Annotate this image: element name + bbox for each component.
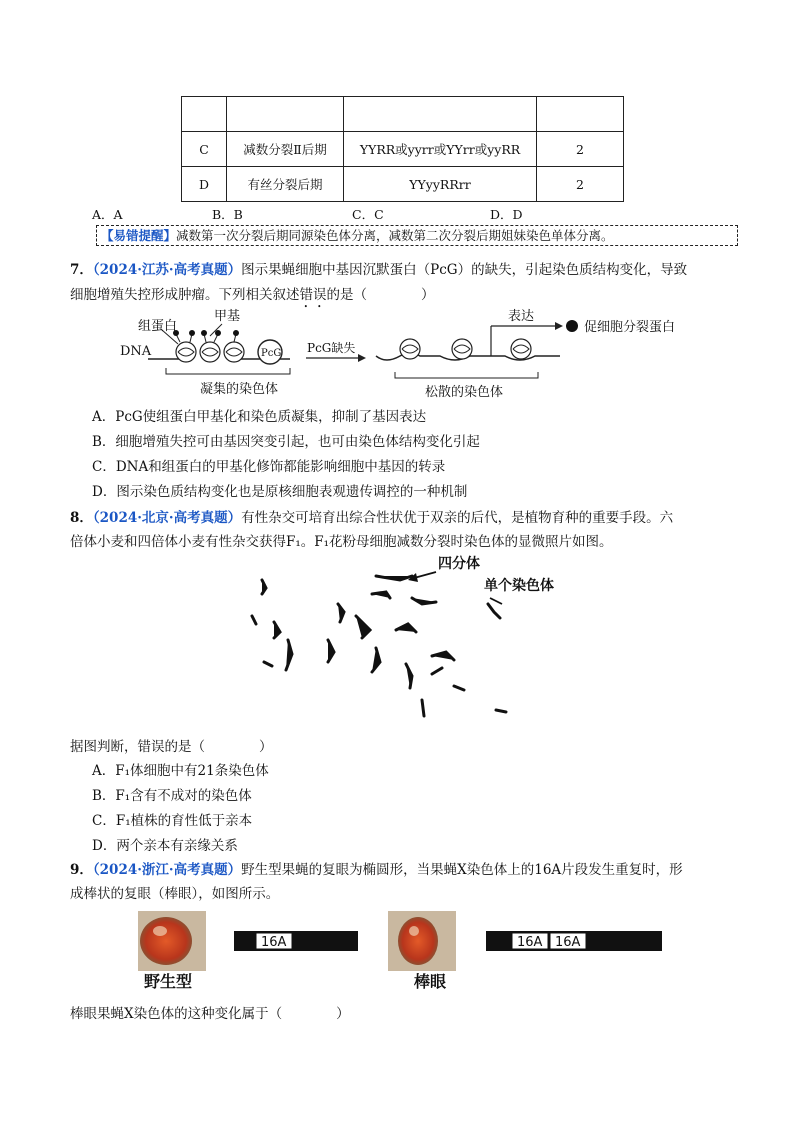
chromosome-micrograph bbox=[240, 552, 600, 724]
wild-type-fly-head bbox=[138, 911, 206, 971]
option-c[interactable]: C．F₁植株的育性低于亲本 bbox=[92, 813, 253, 829]
methyl-marks bbox=[173, 330, 239, 342]
question-number: 8． bbox=[70, 510, 93, 526]
q7-stem-line1 bbox=[70, 258, 687, 278]
q8-question: 据图判断，错误的是（ ） bbox=[70, 739, 273, 755]
option-a[interactable]: A．F₁体细胞中有21条染色体 bbox=[92, 763, 269, 779]
q9-question: 棒眼果蝇X染色体的这种变化属于（ ） bbox=[70, 1006, 350, 1022]
tip-tag: 【易错提醒】 bbox=[101, 228, 177, 243]
question-source: （2024·江苏·高考真题） bbox=[92, 262, 242, 278]
chromosome-blobs bbox=[252, 576, 506, 716]
fly-eye-figure bbox=[130, 905, 670, 995]
option-c[interactable]: C．C bbox=[352, 207, 384, 222]
table-row bbox=[182, 167, 624, 202]
table-cell: YYRR或yyrr或YYrr或yyRR bbox=[344, 132, 537, 167]
label-protein: 促细胞分裂蛋白 bbox=[584, 320, 676, 335]
question-source: （2024·浙江·高考真题） bbox=[92, 862, 242, 878]
question-stem: 图示果蝇细胞中基因沉默蛋白（PcG）的缺失，引起染色质结构变化，导致 bbox=[241, 262, 688, 278]
q8-stem-line2: 倍体小麦和四倍体小麦有性杂交获得F₁。F₁花粉母细胞减数分裂时染色体的显微照片如图。 bbox=[70, 534, 613, 550]
q9-stem-line2: 成棒状的复眼（棒眼），如图所示。 bbox=[70, 886, 280, 902]
table-cell: YYyyRRrr bbox=[344, 167, 537, 202]
chromatin-diagram bbox=[110, 306, 730, 400]
q8-stem-line1 bbox=[70, 506, 673, 526]
table-cell bbox=[227, 97, 344, 132]
label-bar-eye: 棒眼 bbox=[414, 972, 447, 991]
option-b[interactable]: B．细胞增殖失控可由基因突变引起，也可由染色体结构变化引起 bbox=[92, 434, 480, 450]
table-cell bbox=[182, 97, 227, 132]
option-d[interactable]: D．D bbox=[490, 207, 523, 222]
table-cell bbox=[537, 97, 624, 132]
option-b[interactable]: B．B bbox=[212, 207, 243, 222]
question-number: 9． bbox=[70, 862, 93, 878]
question-stem: 的是（ ） bbox=[326, 287, 435, 303]
question-stem: 野生型果蝇的复眼为椭圆形，当果蝇X染色体上的16A片段发生重复时，形 bbox=[241, 862, 683, 878]
label-methyl: 甲基 bbox=[214, 309, 241, 324]
segment-label: 16A bbox=[517, 935, 543, 950]
label-condensed: 凝集的染色体 bbox=[200, 382, 279, 397]
label-loose: 松散的染色体 bbox=[425, 385, 504, 400]
question-number: 7． bbox=[70, 262, 93, 278]
emphasis-text: 错误 bbox=[299, 287, 327, 303]
table-cell: 减数分裂Ⅱ后期 bbox=[227, 132, 344, 167]
segment-label: 16A bbox=[555, 935, 581, 950]
segment-label: 16A bbox=[261, 935, 287, 950]
option-a[interactable]: A．A bbox=[92, 207, 123, 222]
option-c[interactable]: C．DNA和组蛋白的甲基化修饰都能影响细胞中基因的转录 bbox=[92, 459, 446, 475]
table-cell: 2 bbox=[537, 167, 624, 202]
table-row bbox=[182, 132, 624, 167]
label-single-chromosome: 单个染色体 bbox=[484, 578, 554, 594]
protein-dot-icon bbox=[566, 320, 578, 332]
option-d[interactable]: D．图示染色质结构变化也是原核细胞表观遗传调控的一种机制 bbox=[92, 484, 468, 500]
tip-text: 减数第一次分裂后期同源染色体分离，减数第二次分裂后期姐妹染色单体分离。 bbox=[176, 228, 614, 243]
option-d[interactable]: D．两个亲本有亲缘关系 bbox=[92, 838, 238, 854]
question-stem: 有性杂交可培育出综合性状优于双亲的后代，是植物育种的重要手段。六 bbox=[241, 510, 674, 526]
question-source: （2024·北京·高考真题） bbox=[92, 510, 242, 526]
table-cell: D bbox=[182, 167, 227, 202]
label-express: 表达 bbox=[508, 309, 535, 324]
label-pcg: PcG bbox=[261, 348, 282, 359]
answer-table bbox=[181, 96, 624, 202]
error-tip-box bbox=[96, 225, 738, 246]
wild-type-chromosome bbox=[234, 931, 358, 951]
label-dna: DNA bbox=[120, 344, 152, 359]
table-cell bbox=[344, 97, 537, 132]
option-b[interactable]: B．F₁含有不成对的染色体 bbox=[92, 788, 252, 804]
table-cell: 2 bbox=[537, 132, 624, 167]
label-histone: 组蛋白 bbox=[138, 319, 178, 334]
label-tetrad: 四分体 bbox=[438, 556, 480, 572]
table-cell: 有丝分裂后期 bbox=[227, 167, 344, 202]
question-stem: 细胞增殖失控形成肿瘤。下列相关叙述 bbox=[70, 287, 300, 303]
bar-eye-fly-head bbox=[388, 911, 456, 971]
q9-stem-line1 bbox=[70, 858, 683, 878]
label-pcg-loss: PcG缺失 bbox=[307, 341, 356, 355]
table-cell: C bbox=[182, 132, 227, 167]
table-row bbox=[182, 97, 624, 132]
label-wild-type: 野生型 bbox=[144, 972, 193, 991]
option-a[interactable]: A．PcG使组蛋白甲基化和染色质凝集，抑制了基因表达 bbox=[92, 409, 427, 425]
